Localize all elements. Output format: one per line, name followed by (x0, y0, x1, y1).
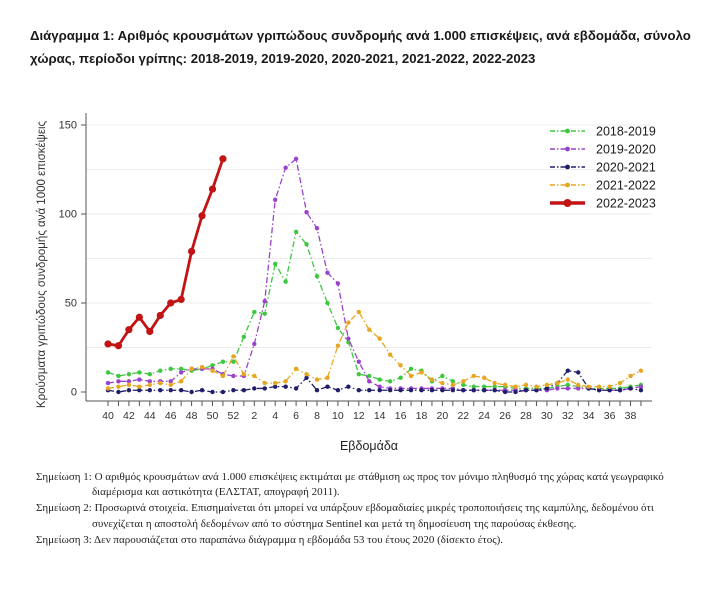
footnote-3: Σημείωση 3: Δεν παρουσιάζεται στο παραπάνω διάγραμμα η εβδομάδα 53 του έτους 2020 (δίσεκτο έτος). (36, 533, 504, 546)
legend-marker (565, 165, 570, 170)
x-tick-label: 26 (499, 410, 511, 422)
flu-line-chart (0, 95, 718, 467)
legend-item-2020-2021 (550, 161, 656, 175)
legend-item-2021-2022 (550, 179, 656, 193)
y-axis (36, 113, 86, 408)
legend-marker (565, 183, 570, 188)
y-axis-title: Κρούσματα γριπώδους συνδρομής ανά 1000 επισκέψεις (36, 120, 48, 409)
x-tick-label: 40 (102, 410, 114, 422)
legend (550, 125, 656, 211)
x-tick-label: 52 (227, 410, 240, 422)
x-tick-label: 2 (251, 410, 258, 422)
footnote-2: Σημείωση 2: Προσωρινά στοιχεία. Επισημαίνεται ότι μπορεί να υπάρξουν εβδομαδιαίες μικρές τροποποιήσεις της καμπύλης, δεδομένου ότι συνεχίζεται η αποστολή δεδομένων από το σύστημα Sentinel και μετά τη δημοσίευση της παρούσας έκθεσης. (36, 502, 654, 530)
y-tick-label: 50 (64, 297, 77, 310)
x-tick-label: 24 (478, 410, 491, 422)
x-tick-label: 16 (394, 410, 407, 422)
x-tick-label: 28 (520, 410, 532, 422)
x-tick-label: 14 (373, 410, 386, 422)
legend-label: 2021-2022 (596, 178, 656, 193)
x-tick-label: 8 (314, 410, 320, 422)
legend-label: 2022-2023 (596, 196, 656, 211)
x-tick-label: 10 (332, 410, 344, 422)
x-axis-title: Εβδομάδα (339, 439, 399, 453)
y-tick-label: 0 (70, 386, 77, 399)
legend-label: 2020-2021 (596, 160, 656, 175)
legend-label: 2018-2019 (596, 124, 656, 139)
chart-caption: Διάγραμμα 1: Αριθμός κρουσμάτων γριπώδους συνδρομής ανά 1.000 επισκέψεις, ανά εβδομάδα, σύνολο χώρας, περίοδοι γρίπης: 2018-2019, 2019-2020, 2020-2021, 2021-2022, 2022-2023 (30, 28, 691, 67)
x-tick-label: 30 (541, 410, 553, 422)
legend-label: 2019-2020 (596, 142, 656, 157)
x-tick-label: 22 (457, 410, 470, 422)
legend-marker (564, 199, 572, 207)
x-tick-label: 32 (561, 410, 574, 422)
x-tick-label: 4 (272, 410, 279, 422)
x-tick-label: 6 (293, 410, 300, 422)
x-tick-label: 36 (603, 410, 616, 422)
series-2021-2022 (106, 310, 643, 391)
series-2018-2019 (106, 230, 643, 391)
x-tick-label: 46 (164, 410, 177, 422)
legend-item-2022-2023 (550, 197, 656, 211)
x-tick-label: 12 (352, 410, 365, 422)
x-tick-label: 20 (436, 410, 449, 422)
legend-marker (565, 147, 570, 152)
x-tick-label: 18 (415, 410, 428, 422)
x-tick-label: 50 (206, 410, 219, 422)
legend-marker (565, 129, 570, 134)
footnote-1: Σημείωση 1: Ο αριθμός κρουσμάτων ανά 1.000 επισκέψεις εκτιμάται με στάθμιση ως προς τον μόνιμο πληθυσμό της χώρας κατά γεωγραφικό διαμέρισμα και αστικότητα (ΕΛΣΤΑΤ, απογραφή 2011). (36, 471, 664, 499)
y-tick-label: 150 (58, 119, 77, 132)
x-tick-label: 34 (582, 410, 595, 422)
gridlines (86, 125, 652, 348)
x-tick-label: 38 (624, 410, 637, 422)
x-tick-label: 48 (185, 410, 198, 422)
legend-item-2018-2019 (550, 125, 656, 139)
chart-region (0, 95, 718, 467)
x-tick-label: 44 (143, 410, 156, 422)
x-axis (86, 401, 652, 453)
legend-item-2019-2020 (550, 143, 656, 157)
footnotes (36, 470, 700, 549)
y-tick-label: 100 (58, 208, 77, 221)
x-tick-label: 42 (123, 410, 135, 422)
series-2022-2023 (104, 155, 226, 349)
